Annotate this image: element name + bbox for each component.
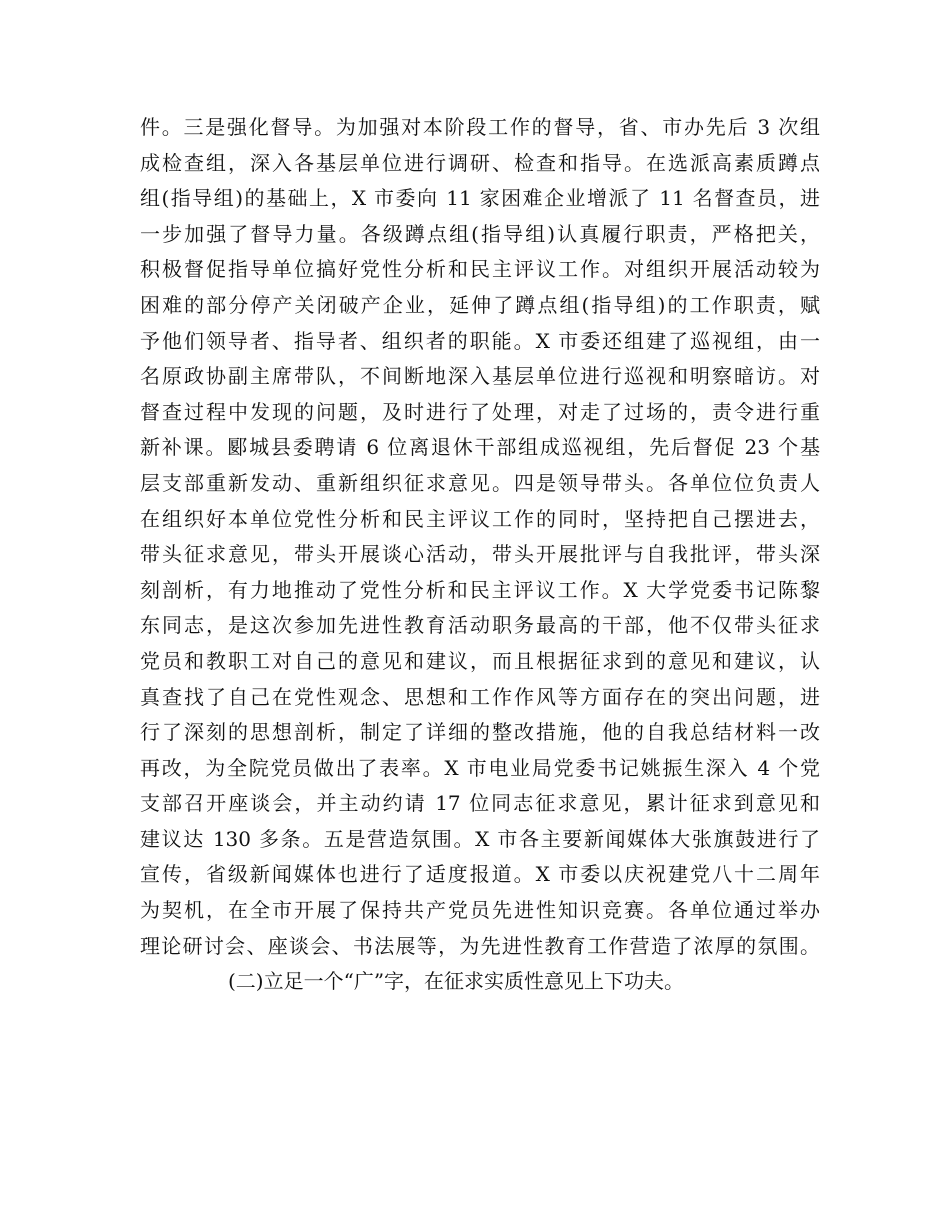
paragraph-line: 党员和教职工对自己的意见和建议，而且根据征求到的意见和建议，认	[140, 648, 820, 673]
paragraph-line: 成检查组，深入各基层单位进行调研、检查和指导。在选派高素质蹲点	[140, 150, 820, 175]
paragraph-line: 困难的部分停产关闭破产企业，延伸了蹲点组(指导组)的工作职责，赋	[140, 292, 820, 317]
paragraph-line: 一步加强了督导力量。各级蹲点组(指导组)认真履行职责，严格把关，	[140, 221, 820, 246]
paragraph-line: 积极督促指导单位搞好党性分析和民主评议工作。对组织开展活动较为	[140, 257, 820, 282]
paragraph-line: 新补课。郾城县委聘请 6 位离退休干部组成巡视组，先后督促 23 个基	[140, 435, 820, 460]
paragraph-line: 组(指导组)的基础上，X 市委向 11 家困难企业增派了 11 名督查员，进	[140, 186, 820, 211]
paragraph-line: 督查过程中发现的问题，及时进行了处理，对走了过场的，责令进行重	[140, 399, 820, 424]
paragraph-line: 在组织好本单位党性分析和民主评议工作的同时，坚持把自己摆进去，	[140, 506, 820, 531]
paragraph-line: 宣传，省级新闻媒体也进行了适度报道。X 市委以庆祝建党八十二周年	[140, 862, 820, 887]
paragraph-line: 刻剖析，有力地推动了党性分析和民主评议工作。X 大学党委书记陈黎	[140, 577, 820, 602]
paragraph-line: 予他们领导者、指导者、组织者的职能。X 市委还组建了巡视组，由一	[140, 328, 820, 353]
paragraph-line: 层支部重新发动、重新组织征求意见。四是领导带头。各单位位负责人	[140, 470, 820, 495]
body-text	[140, 110, 820, 1000]
paragraph-line: 理论研讨会、座谈会、书法展等，为先进性教育工作营造了浓厚的氛围。	[140, 933, 820, 958]
paragraph-line: 件。三是强化督导。为加强对本阶段工作的督导，省、市办先后 3 次组	[140, 115, 820, 139]
paragraph-line: 带头征求意见，带头开展谈心活动，带头开展批评与自我批评，带头深	[140, 542, 820, 567]
section-heading: (二)立足一个“广”字，在征求实质性意见上下功夫。	[228, 969, 685, 994]
paragraph-line: 支部召开座谈会，并主动约请 17 位同志征求意见，累计征求到意见和	[140, 791, 820, 816]
paragraph-line: 行了深刻的思想剖析，制定了详细的整改措施，他的自我总结材料一改	[140, 720, 820, 745]
paragraph-line: 为契机，在全市开展了保持共产党员先进性知识竞赛。各单位通过举办	[140, 898, 820, 923]
paragraph-line: 再改，为全院党员做出了表率。X 市电业局党委书记姚振生深入 4 个党	[140, 755, 820, 780]
paragraph-line: 名原政协副主席带队，不间断地深入基层单位进行巡视和明察暗访。对	[140, 364, 820, 389]
paragraph-line: 真查找了自己在党性观念、思想和工作作风等方面存在的突出问题，进	[140, 684, 820, 709]
paragraph-line: 东同志，是这次参加先进性教育活动职务最高的干部，他不仅带头征求	[140, 613, 820, 638]
paragraph-line: 建议达 130 多条。五是营造氛围。X 市各主要新闻媒体大张旗鼓进行了	[140, 826, 820, 851]
